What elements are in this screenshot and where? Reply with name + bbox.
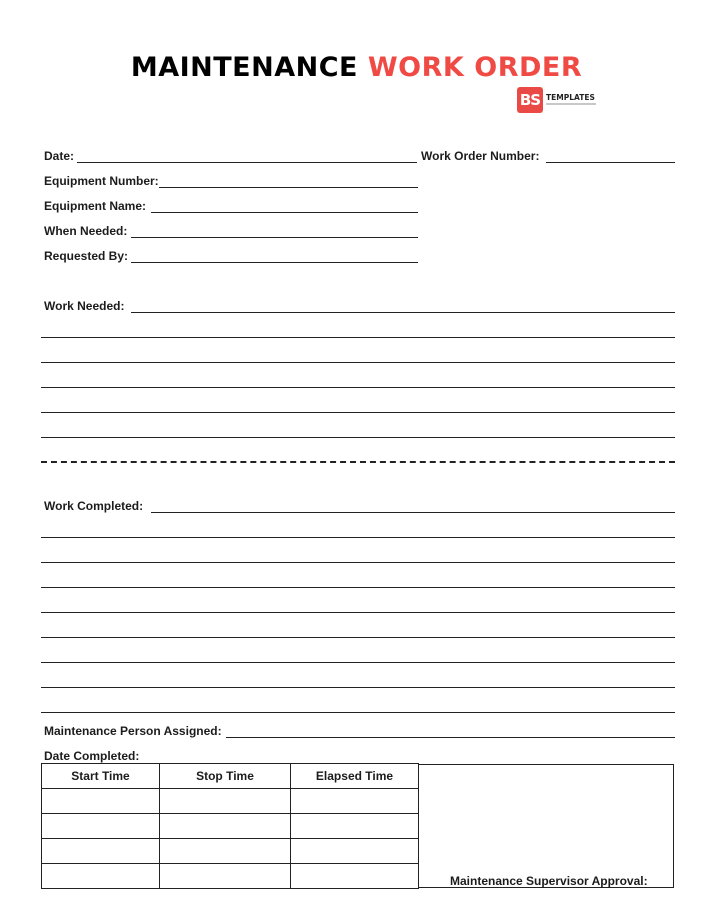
start-time-cell[interactable]: [42, 789, 160, 814]
stop-time-cell[interactable]: [160, 814, 291, 839]
equipment-name-label: Equipment Name:: [44, 199, 147, 213]
logo-mark: BS: [517, 87, 543, 113]
equipment-number-field[interactable]: [159, 187, 418, 188]
elapsed-time-cell[interactable]: [291, 789, 419, 814]
time-table: [41, 763, 419, 889]
stop-time-cell[interactable]: [160, 839, 291, 864]
table-row: [42, 864, 419, 889]
work-needed-line[interactable]: [41, 387, 675, 388]
column-header: Stop Time: [160, 764, 291, 789]
logo-name: TEMPLATES: [546, 93, 595, 102]
table-row: [42, 789, 419, 814]
date-field[interactable]: [77, 162, 417, 163]
equipment-number-label: Equipment Number:: [44, 174, 159, 188]
supervisor-approval-box[interactable]: [418, 764, 674, 888]
work-needed-line[interactable]: [41, 412, 675, 413]
equipment-name-field[interactable]: [151, 212, 418, 213]
maintenance-person-label: Maintenance Person Assigned:: [44, 724, 222, 738]
work-needed-label: Work Needed:: [44, 299, 125, 313]
page-title: [0, 52, 713, 83]
stop-time-cell[interactable]: [160, 789, 291, 814]
when-needed-field[interactable]: [131, 237, 418, 238]
work-needed-line[interactable]: [131, 312, 675, 313]
time-table-header: [42, 764, 419, 789]
requested-by-field[interactable]: [131, 262, 418, 263]
work-completed-line[interactable]: [41, 537, 675, 538]
stop-time-cell[interactable]: [160, 864, 291, 889]
work-completed-line[interactable]: [41, 637, 675, 638]
work-completed-line[interactable]: [41, 562, 675, 563]
work-completed-line[interactable]: [41, 587, 675, 588]
requested-by-label: Requested By:: [44, 249, 129, 263]
date-completed-label: Date Completed:: [44, 749, 140, 763]
elapsed-time-cell[interactable]: [291, 814, 419, 839]
when-needed-label: When Needed:: [44, 224, 128, 238]
work-order-number-field[interactable]: [546, 162, 675, 163]
table-row: [42, 839, 419, 864]
elapsed-time-cell[interactable]: [291, 839, 419, 864]
work-completed-line[interactable]: [41, 687, 675, 688]
work-completed-line[interactable]: [151, 512, 675, 513]
supervisor-approval-label: Maintenance Supervisor Approval:: [450, 874, 648, 888]
section-divider: [41, 461, 675, 463]
work-needed-line[interactable]: [41, 437, 675, 438]
work-completed-label: Work Completed:: [44, 499, 144, 513]
work-completed-line[interactable]: [41, 612, 675, 613]
start-time-cell[interactable]: [42, 814, 160, 839]
work-needed-line[interactable]: [41, 337, 675, 338]
logo-tagline-bar: [546, 103, 596, 105]
title-part-2: WORK ORDER: [367, 52, 583, 83]
work-order-number-label: Work Order Number:: [421, 149, 540, 163]
brand-logo: [517, 87, 607, 113]
column-header: Elapsed Time: [291, 764, 419, 789]
work-completed-line[interactable]: [41, 712, 675, 713]
start-time-cell[interactable]: [42, 839, 160, 864]
title-part-1: MAINTENANCE: [130, 52, 358, 83]
elapsed-time-cell[interactable]: [291, 864, 419, 889]
maintenance-person-field[interactable]: [226, 737, 675, 738]
column-header: Start Time: [42, 764, 160, 789]
work-completed-line[interactable]: [41, 662, 675, 663]
start-time-cell[interactable]: [42, 864, 160, 889]
table-row: [42, 814, 419, 839]
work-needed-line[interactable]: [41, 362, 675, 363]
date-label: Date:: [44, 149, 75, 163]
